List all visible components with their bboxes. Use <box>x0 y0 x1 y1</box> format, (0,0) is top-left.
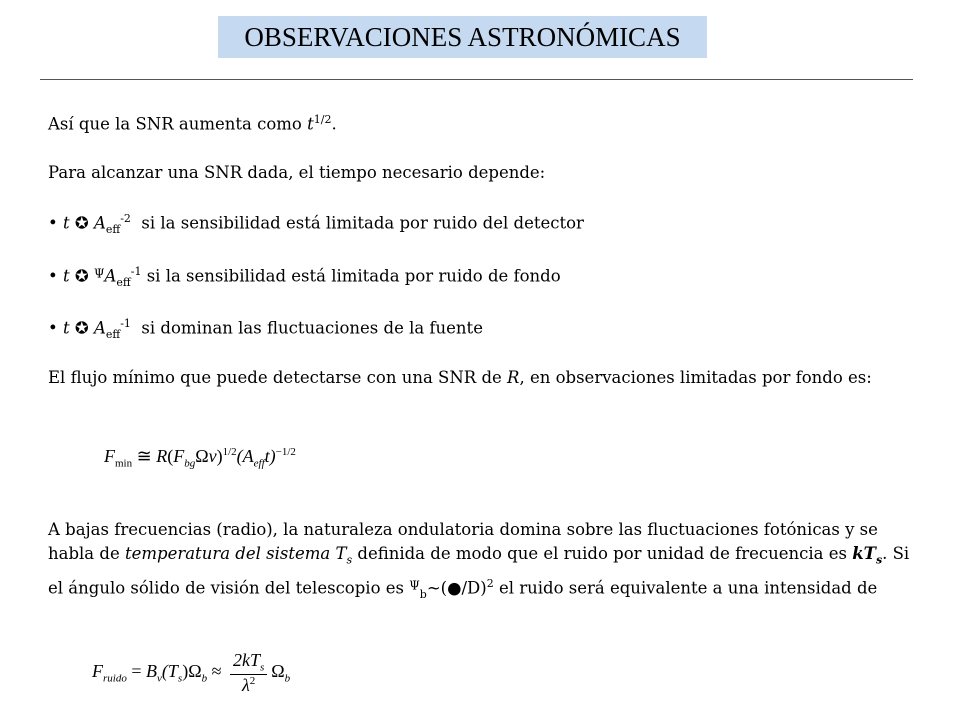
radio-d-exp: 2 <box>486 577 494 591</box>
g-T: (T <box>161 660 178 681</box>
snr-var: t <box>307 114 314 134</box>
radio-text-d: ~(●/D) <box>426 578 487 598</box>
bullet-item <box>48 317 483 341</box>
g-close: ) <box>182 660 189 681</box>
bullet-item <box>48 265 561 289</box>
title-box <box>218 16 707 58</box>
f-A: (A <box>236 446 254 466</box>
f-bg: bg <box>184 457 196 470</box>
f-close: ) <box>216 446 223 466</box>
snr-text: Así que la SNR aumenta como <box>48 114 308 134</box>
bullet-icon: • <box>48 213 58 233</box>
g-den: λ <box>241 674 250 695</box>
proportional-icon: ✪ <box>74 266 89 286</box>
g-approx: ≈ <box>211 660 222 681</box>
bullet-exp: -1 <box>130 265 142 278</box>
radio-temp: temperatura del sistema T <box>124 544 347 563</box>
g-nu: ν <box>157 672 162 685</box>
snr-end: . <box>331 114 337 134</box>
bullet-t: t <box>62 266 70 286</box>
g-num-sub: s <box>259 661 265 674</box>
g-B: B <box>146 660 157 681</box>
radio-text-a: A bajas frecuencias (radio), la naturaleza ondulatoria domina sobre las fluctuaciones fotónicas y se habla de <box>48 520 878 563</box>
flux-R: R <box>507 368 520 387</box>
bullet-exp: -1 <box>120 317 131 330</box>
f-e2: −1/2 <box>275 446 296 458</box>
f-eff: eff <box>253 457 265 470</box>
g-den-wrap <box>230 675 267 696</box>
bullet-A: A <box>93 213 106 233</box>
radio-text-c: . Si el ángulo sólido de visión del telescopio es <box>48 544 910 598</box>
f-R: R <box>156 446 168 466</box>
psi-symbol: Ψ <box>93 266 105 281</box>
psi-symbol: Ψ <box>409 578 420 593</box>
bullet-item <box>48 212 584 236</box>
radio-k: kT <box>852 544 876 563</box>
bullet-A: A <box>93 318 106 338</box>
flux-text-b: , en observaciones limitadas por fondo es: <box>519 368 872 387</box>
bullet-text: si la sensibilidad está limitada por ruido del detector <box>130 213 584 233</box>
g-F: F <box>92 660 103 681</box>
g-num: 2kT <box>232 650 260 670</box>
formula-fmin <box>104 446 296 470</box>
f-open: ( <box>167 446 174 466</box>
g-omega2: Ω <box>271 660 285 681</box>
radio-text-e: el ruido será equivalente a una intensidad de <box>493 578 878 598</box>
intro-text: Para alcanzar una SNR dada, el tiempo necesario depende: <box>48 163 546 182</box>
f-F2: F <box>173 446 185 466</box>
page-title: OBSERVACIONES ASTRONÓMICAS <box>244 21 681 52</box>
radio-psi-sub: b <box>419 588 427 602</box>
bullet-t: t <box>62 213 70 233</box>
radio-text-b: definida de modo que el ruido por unidad de frecuencia es <box>352 544 853 563</box>
radio-k-sub: s <box>875 553 883 567</box>
g-s: s <box>177 672 183 685</box>
bullet-text: si dominan las fluctuaciones de la fuente <box>130 318 483 338</box>
f-t: t) <box>264 446 276 466</box>
bullet-A: A <box>104 266 117 286</box>
bullet-sub: eff <box>116 275 131 289</box>
f-omega: Ω <box>195 446 209 466</box>
bullet-t: t <box>62 318 70 338</box>
f-approx: ≅ <box>136 446 152 466</box>
f-e1: 1/2 <box>222 446 237 458</box>
g-eq: = <box>131 660 142 681</box>
g-den-exp: 2 <box>249 674 256 687</box>
proportional-icon: ✪ <box>74 318 89 338</box>
flux-paragraph <box>48 366 923 390</box>
bullet-sub: eff <box>105 222 121 236</box>
radio-paragraph <box>48 518 923 607</box>
bullet-icon: • <box>48 266 58 286</box>
g-num-wrap <box>230 650 267 675</box>
flux-text-a: El flujo mínimo que puede detectarse con una SNR de <box>48 368 508 387</box>
bullet-icon: • <box>48 318 58 338</box>
f-nu: ν <box>208 446 217 466</box>
radio-temp-sub: s <box>346 553 353 567</box>
f-min: min <box>115 457 133 470</box>
intro-line <box>48 163 545 182</box>
g-b2: b <box>284 672 291 685</box>
g-omega: Ω <box>188 660 202 681</box>
formula-fruido <box>92 650 290 696</box>
snr-line <box>48 113 337 134</box>
proportional-icon: ✪ <box>74 213 89 233</box>
bullet-exp: -2 <box>120 212 131 225</box>
g-ruido: ruido <box>103 672 127 685</box>
bullet-sub: eff <box>105 327 121 341</box>
bullet-text: si la sensibilidad está limitada por ruido de fondo <box>141 266 561 286</box>
g-b: b <box>201 672 208 685</box>
g-fraction <box>230 650 267 696</box>
snr-exp: 1/2 <box>313 113 332 126</box>
f-F: F <box>104 446 115 466</box>
divider <box>40 79 913 80</box>
